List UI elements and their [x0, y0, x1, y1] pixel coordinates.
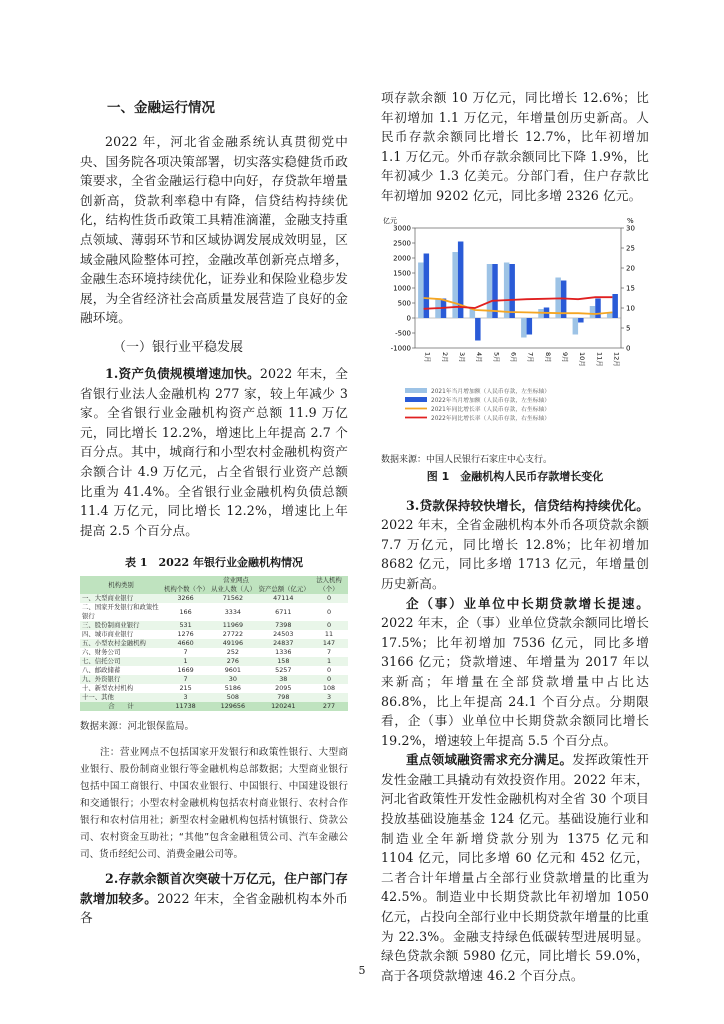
row-branches: 7: [183, 648, 188, 657]
row-name: 五、小型农村金融机构: [82, 639, 146, 648]
left-column: [80, 88, 348, 928]
row-legal: 0: [326, 675, 332, 684]
x-tick-label: 4月: [475, 351, 484, 363]
legend-label: 2022年同比增长率（人民币存款，右坐标轴）: [431, 415, 551, 422]
left-tick-label: 1000: [393, 284, 411, 293]
left-tick-label: 2000: [393, 254, 411, 263]
row-branches: 531: [179, 621, 192, 630]
plot-frame: [415, 228, 621, 348]
chart-bar-2022: [578, 318, 583, 323]
paragraph-deposits-continued: 项存款余额 10 万亿元，同比增长 12.6%；比年初增加 1.1 万亿元，年增量创历史新高。人民币存款余额同比增长 12.7%，比年初增加 1.1 万亿元。外币存款余额同比下降 1.9%，比年初减少 1.3 亿美元。分部门看，住户存款比年初增加 9202 亿元，同比多增 2326 亿元。: [381, 90, 649, 203]
paragraph-assets-body: 2022 年末，全省银行业法人金融机构 277 家，较上年减少 3 家。全省银行业金融机构资产总额 11.9 万亿元，同比增长 12.2%，增速比上年提高 2.7 个百分点。其中，城商行和小型农村金融机构资产余额合计 4.9 万亿元，占全省银行业资产总额比重为 41.4%。全省银行业金融机构负债总额 11.4 万亿元，同比增长 12.2%，增速比上年提高 2.5 个百分点。: [80, 365, 348, 538]
table-row: [80, 603, 348, 621]
row-branches: 166: [179, 607, 192, 616]
left-tick-label: 2500: [393, 239, 411, 248]
left-tick-label: 0: [406, 314, 411, 323]
row-legal: 0: [326, 621, 332, 630]
row-employees: 9601: [224, 666, 241, 675]
deposit-chart: [381, 214, 649, 450]
row-employees: 27722: [222, 630, 244, 639]
table-row: [80, 684, 348, 693]
paragraph-loans: [381, 496, 649, 594]
x-tick-label: 7月: [526, 351, 535, 363]
legend-label: 2022年当月增加额（人民币存款，左坐标轴）: [431, 397, 551, 404]
legend-label: 2021年同比增长率（人民币存款，右坐标轴）: [431, 406, 551, 413]
paragraph-key-areas: [381, 750, 649, 985]
row-legal: 3: [326, 693, 332, 702]
right-tick-label: 10: [626, 304, 635, 313]
row-name: 四、城市商业银行: [82, 630, 134, 639]
x-tick-label: 10月: [578, 351, 587, 367]
right-tick-label: 30: [626, 224, 635, 233]
total-assets: 120241: [271, 702, 296, 711]
table-row: [80, 666, 348, 675]
row-legal: 0: [326, 594, 332, 603]
row-assets: 1336: [275, 648, 292, 657]
table-caption: 表 1 2022 年银行业金融机构情况: [125, 556, 303, 570]
chart-caption: 图 1 金融机构人民币存款增长变化: [426, 469, 604, 483]
row-branches: 7: [183, 675, 188, 684]
row-legal: 7: [326, 648, 332, 657]
row-legal: 0: [326, 666, 332, 675]
chart-bar-2022: [612, 294, 617, 318]
row-assets: 798: [277, 693, 290, 702]
x-tick-label: 9月: [560, 351, 569, 363]
header-category: 机构类别: [108, 580, 134, 589]
row-assets: 5257: [275, 666, 292, 675]
row-branches: 3266: [177, 594, 194, 603]
row-employees: 11969: [222, 621, 244, 630]
chart-bar-2022: [595, 298, 600, 318]
row-employees: 49196: [222, 639, 244, 648]
header-employees: 从业人数（人）: [211, 585, 256, 594]
chart-bar-2021: [573, 318, 578, 335]
row-employees: 252: [226, 648, 239, 657]
right-tick-label: 5: [626, 324, 631, 333]
table-row: [80, 630, 348, 639]
row-legal: 147: [322, 639, 336, 648]
paragraph-enterprise-loans: [381, 594, 649, 751]
row-name: 一、大型商业银行: [82, 594, 134, 603]
x-tick-label: 5月: [492, 351, 501, 363]
paragraph-deposits-body: 2022 年末，全省金融机构本外币各: [80, 890, 348, 926]
table-row: [80, 594, 348, 603]
row-name: 十、新型农村机构: [82, 684, 134, 693]
row-branches: 4660: [177, 639, 194, 648]
header-assets: 资产总额（亿元）: [258, 585, 310, 594]
table-row: [80, 657, 348, 666]
header-group: 营业网点: [223, 576, 249, 585]
row-assets: 6711: [275, 607, 292, 616]
table-row: [80, 648, 348, 657]
row-name: 三、股份制商业银行: [82, 621, 140, 630]
legend-label: 2021年当月增加额（人民币存款，左坐标轴）: [431, 388, 551, 395]
row-assets: 7398: [275, 621, 292, 630]
row-employees: 71562: [222, 594, 244, 603]
row-employees: 508: [226, 693, 239, 702]
total-name: 合 计: [108, 702, 134, 711]
row-branches: 3: [183, 693, 188, 702]
row-legal: 108: [322, 684, 336, 693]
row-employees: 30: [228, 675, 237, 684]
x-tick-label: 8月: [543, 351, 552, 363]
right-tick-label: 20: [626, 264, 635, 273]
row-legal: 11: [324, 630, 334, 639]
right-tick-label: 0: [626, 344, 631, 353]
row-employees: 276: [226, 657, 239, 666]
chart-bar-2021: [418, 262, 423, 318]
section-title: 一、金融运行情况: [107, 100, 215, 116]
legend-swatch: [405, 388, 427, 393]
paragraph-loans-body: 2022 年末，全省金融机构本外币各项贷款余额 7.7 万亿元，同比增长 12.8%；比年初增加 8682 亿元，同比多增 1713 亿元，年增量创历史新高。: [381, 517, 649, 591]
paragraph-key-areas-heading: 重点领域融资需求充分满足。: [406, 752, 573, 768]
row-name: 七、信托公司: [82, 657, 121, 666]
x-tick-label: 1月: [423, 351, 432, 363]
row-assets: 38: [279, 675, 288, 684]
row-name: 六、财务公司: [82, 648, 121, 657]
paragraph-deposits-heading: 2.存款余额首次突破十万亿元，住户部门存款增加较多。: [80, 871, 348, 906]
paragraph-key-areas-body: 发挥政策性开发性金融工具撬动有效投资作用。2022 年末，河北省政策性开发性金融机构对全省 30 个项目投放基础设施基金 124 亿元。基础设施行业和制造业全年新增贷款分别为 1375 亿元和 1104 亿元，同比多增 60 亿元和 452 亿元，二者合计年增量占全部行业贷款增量的比重为 42.5%。制造业中长期贷款比年初增加 1050 亿元，占投向全部行业中长期贷款年增量的比重为 22.3%。金融支持绿色低碳转型进展明显。绿色贷款余额 5980 亿元，同比增长 59.0%，高于各项贷款增速 46.2 个百分点。: [381, 752, 649, 983]
paragraph-assets: [80, 364, 348, 540]
left-axis-unit: 亿元: [383, 216, 397, 225]
bank-institutions-table: [80, 576, 348, 711]
subsection-title: （一）银行业平稳发展: [113, 339, 244, 355]
table-row: [80, 693, 348, 702]
row-name: 八、邮政储蓄: [82, 666, 121, 675]
intro-paragraph: 2022 年，河北省金融系统认真贯彻党中央、国务院各项决策部署，切实落实稳健货币政策要求，全省金融运行稳中向好，存贷款年增量创新高，贷款利率稳中有降，信贷结构持续优化，结构性货币政策工具精准滴灌，金融支持重点领域、薄弱环节和区域协调发展成效明显，区域金融风险整体可控，金融改革创新亮点增多，金融生态环境持续优化，证券业和保险业稳步发展，为全省经济社会高质量发展营造了良好的金融环境。: [80, 134, 348, 326]
table-total-row: [80, 702, 348, 711]
row-name: 二、国家开发银行和政策性银行: [82, 603, 159, 621]
table-header-row-1: [80, 576, 348, 585]
row-assets: 47114: [273, 594, 294, 603]
left-tick-label: -500: [395, 329, 411, 338]
chart-bar-2022: [527, 318, 532, 335]
deposit-chart-svg: [381, 214, 649, 450]
left-tick-label: 3000: [393, 224, 411, 233]
chart-bar-2021: [452, 252, 457, 318]
paragraph-loans-heading: 3.贷款保持较快增长，信贷结构持续优化。: [406, 497, 649, 513]
x-tick-label: 12月: [612, 351, 621, 367]
chart-bar-2022: [492, 264, 497, 318]
paragraph-deposits: [80, 869, 348, 928]
row-branches: 215: [179, 684, 192, 693]
left-tick-label: -1000: [390, 344, 411, 353]
table-source: 数据来源：河北银保监局。: [80, 721, 195, 733]
row-name: 九、外资银行: [82, 675, 121, 684]
right-tick-label: 25: [626, 244, 635, 253]
header-legal: 法人机构（个）: [316, 576, 342, 594]
row-assets: 24837: [273, 639, 294, 648]
total-branches: 11738: [175, 702, 196, 711]
chart-bar-2021: [590, 306, 595, 318]
table-row: [80, 675, 348, 684]
row-employees: 5186: [224, 684, 241, 693]
table-row: [80, 621, 348, 630]
chart-source: 数据来源：中国人民银行石家庄中心支行。: [381, 454, 553, 465]
row-employees: 3334: [224, 607, 241, 616]
paragraph-enterprise-heading: 企（事）业单位中长期贷款增长提速。: [406, 595, 649, 611]
x-tick-label: 6月: [509, 351, 518, 363]
chart-bar-2022: [509, 264, 514, 318]
x-tick-label: 11月: [595, 351, 604, 367]
total-legal: 277: [322, 702, 336, 711]
left-tick-label: 500: [397, 299, 411, 308]
paragraph-assets-heading: 1.资产负债规模增速加快。: [105, 365, 260, 381]
legend-swatch: [405, 397, 427, 402]
row-legal: 0: [326, 607, 332, 616]
row-legal: 1: [326, 657, 332, 666]
chart-bar-2021: [504, 262, 509, 318]
page-number: 5: [358, 964, 366, 977]
chart-bar-2021: [521, 318, 526, 338]
row-assets: 158: [277, 657, 290, 666]
paragraph-enterprise-body: 2022 年末，企（事）业单位贷款余额同比增长 17.5%；比年初增加 7536 亿元，同比多增 3166 亿元；贷款增速、年增量为 2017 年以来新高；年增量在全部贷款增量中占比达 86.8%，比上年提高 24.1 个百分点。分期限看，企（事）业单位中长期贷款余额同比增长 19.2%，增速较上年提高 5.5 个百分点。: [381, 615, 649, 748]
right-column: [381, 88, 649, 985]
row-branches: 1: [183, 657, 188, 666]
right-axis-unit: %: [627, 216, 634, 225]
header-branches: 机构个数（个）: [164, 585, 209, 594]
right-tick-label: 15: [626, 284, 635, 293]
total-employees: 129656: [220, 702, 246, 711]
chart-bar-2022: [475, 318, 480, 341]
row-assets: 24503: [273, 630, 294, 639]
x-tick-label: 3月: [457, 351, 466, 363]
table-note: 注：营业网点不包括国家开发银行和政策性银行、大型商业银行、股份制商业银行等金融机构总部数据；大型商业银行包括中国工商银行、中国农业银行、中国银行、中国建设银行和交通银行；小型农村金融机构包括农村商业银行、农村合作银行和农村信用社；新型农村金融机构包括村镇银行、贷款公司、农村资金互助社；“其他”包含金融租赁公司、汽车金融公司、货币经纪公司、消费金融公司等。: [80, 747, 348, 861]
left-tick-label: 1500: [393, 269, 411, 278]
row-name: 十一、其他: [82, 693, 114, 702]
row-assets: 2095: [275, 684, 292, 693]
x-tick-label: 2月: [440, 351, 449, 363]
table-row: [80, 639, 348, 648]
row-branches: 1276: [177, 630, 194, 639]
row-branches: 1669: [177, 666, 194, 675]
